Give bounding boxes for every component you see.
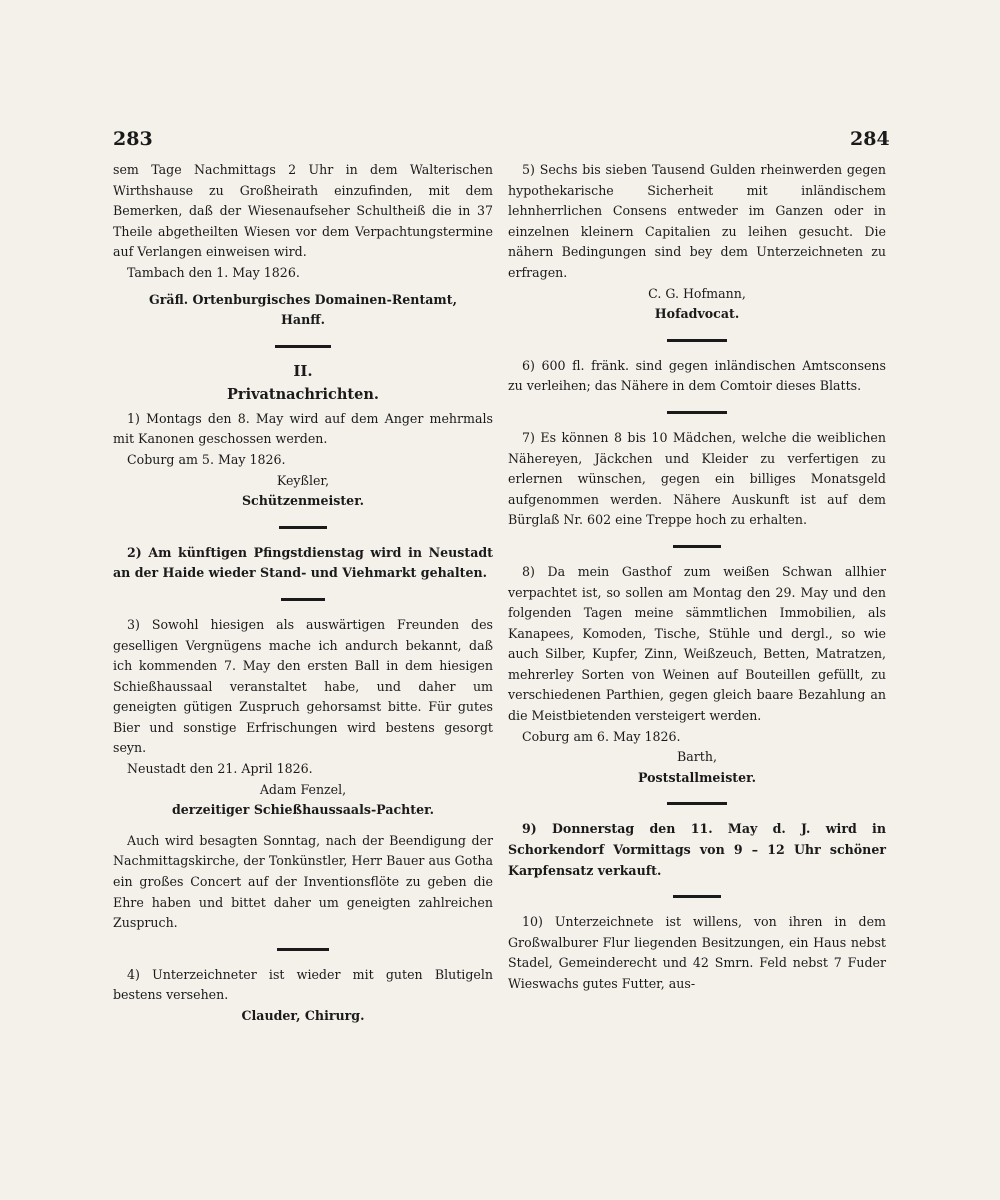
notice-9-text: 9) Donnerstag den 11. May d. J. wird in Schorkendorf Vormittags von 9 – 12 Uhr schöner Karpfensatz verkauft.	[508, 821, 886, 878]
notice-5-text: 5) Sechs bis sieben Tausend Gulden rheinwerden gegen hypothekarische Sicherheit mit inländischem lehnherrlichen Consens entweder im Ganzen oder in einzelnen kleinern Capitalien zu leihen gesucht. Die nähern Bedingungen sind bey dem Unterzeichneten zu erfragen.	[508, 162, 886, 280]
notice-10-text: 10) Unterzeichnete ist willens, von ihren in dem Großwalburer Flur liegenden Besitzungen, ein Haus nebst Stadel, Gemeinderecht und 42 Smrn. Feld nebst 7 Fuder Wieswachs gutes Futter, aus-	[508, 914, 886, 991]
notice-8-name: Barth,	[677, 749, 717, 765]
section-title: Privatnachrichten.	[227, 385, 379, 403]
notice-3-name: Adam Fenzel,	[259, 781, 347, 797]
notice-1-role: Schützenmeister.	[241, 493, 365, 509]
office-name: Gräfl. Ortenburgisches Domainen-Rentamt,	[149, 291, 457, 307]
signer: Hanff.	[281, 312, 325, 328]
notice-2-text: 2) Am künftigen Pfingstdienstag wird in Neustadt an der Haide wieder Stand- und Viehmarkt gehalten.	[113, 544, 493, 581]
divider	[277, 948, 329, 951]
divider	[281, 598, 325, 601]
divider	[275, 345, 331, 348]
notice-3-role: derzeitiger Schießhaussaals-Pachter.	[171, 802, 434, 818]
divider	[279, 526, 327, 529]
right-column	[508, 160, 886, 995]
notice-8-place-date: Coburg am 6. May 1826.	[522, 728, 681, 744]
divider	[673, 895, 721, 898]
divider	[667, 411, 727, 414]
divider	[667, 339, 727, 342]
notice-6-text: 6) 600 fl. fränk. sind gegen inländischen Amtsconsens zu verleihen; das Nähere in dem Comtoir dieses Blatts.	[508, 357, 886, 394]
notice-1-name: Keyßler,	[276, 472, 330, 488]
notice-3-addendum: Auch wird besagten Sonntag, nach der Beendigung der Nachmittagskirche, der Tonkünstler, Herr Bauer aus Gotha ein großes Concert auf der Inventionsflöte zu geben die Ehre haben und bittet daher um geneigten zahlreichen Zuspruch.	[113, 832, 493, 931]
notice-1-place-date: Coburg am 5. May 1826.	[127, 451, 286, 467]
divider	[673, 545, 721, 548]
notice-4-text: 4) Unterzeichneter ist wieder mit guten Blutigeln bestens versehen.	[113, 966, 493, 1003]
notice-7-text: 7) Es können 8 bis 10 Mädchen, welche die weiblichen Nähereyen, Jäckchen und Kleider zu verfertigen zu erlernen wünschen, gegen ein billiges Monatsgeld aufgenommen werden. Nähere Auskunft ist auf dem Bürglaß Nr. 602 eine Treppe hoch zu erhalten.	[508, 429, 886, 528]
notice-3-place-date: Neustadt den 21. April 1826.	[127, 761, 313, 777]
divider	[667, 802, 727, 805]
notice-3-text: 3) Sowohl hiesigen als auswärtigen Freunden des geselligen Vergnügens mache ich andurch bekannt, daß ich kommenden 7. May den ersten Ball in dem hiesigen Schießhaussaal veranstaltet habe, und daher um geneigten gütigen Zuspruch gehorsamst bitte. Für gutes Bier und sonstige Erfrischungen wird bestens gesorgt seyn.	[113, 616, 493, 756]
page-number-left: 283	[113, 128, 153, 150]
page-number-right: 284	[850, 128, 890, 150]
place-date: Tambach den 1. May 1826.	[127, 264, 300, 280]
section-numeral: II.	[293, 361, 313, 380]
notice-5-role: Hofadvocat.	[654, 306, 740, 322]
notice-8-text: 8) Da mein Gasthof zum weißen Schwan allhier verpachtet ist, so sollen am Montag den 29. May und den folgenden Tagen meine sämmtlichen Immobilien, als Kanapees, Komoden, Tische, Stühle und dergl., so wie auch Silber, Kupfer, Zinn, Weißzeuch, Betten, Matratzen, mehrerley Sorten von Weinen auf Bouteillen gefüllt, zu verschiedenen Parthien, gegen gleich baare Bezahlung an die Meistbietenden versteigert werden.	[508, 563, 886, 724]
notice-5-name: C. G. Hofmann,	[648, 285, 746, 301]
notice-8-role: Poststallmeister.	[638, 769, 756, 785]
notice-1-text: 1) Montags den 8. May wird auf dem Anger mehrmals mit Kanonen geschossen werden.	[113, 410, 493, 447]
left-column	[113, 160, 493, 1027]
notice-4-signer: Clauder, Chirurg.	[241, 1008, 365, 1023]
notice-continuation: sem Tage Nachmittags 2 Uhr in dem Walterischen Wirthshause zu Großheirath einzufinden, mit dem Bemerken, daß der Wiesenaufseher Schultheiß die in 37 Theile abgetheilten Wiesen vor dem Verpachtungstermine auf Verlangen einweisen wird.	[113, 162, 493, 260]
